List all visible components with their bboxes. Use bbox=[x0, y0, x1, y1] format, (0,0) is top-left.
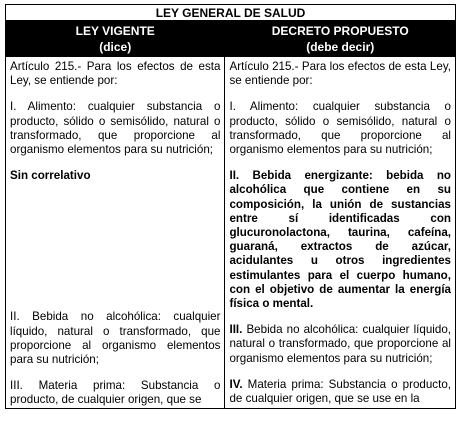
left-header-subtitle: (dice) bbox=[99, 40, 132, 54]
item-text-iii: Bebida no alcohólica: cualquier líquido, natural o transformado, que proporcione al organismo elementos para su nutrición; bbox=[229, 323, 451, 365]
proposed-item-materia-prima bbox=[229, 378, 451, 406]
left-header-title: LEY VIGENTE bbox=[75, 24, 155, 38]
table-header-row bbox=[6, 21, 456, 57]
item-number-iv: IV. bbox=[229, 377, 243, 391]
proposed-item-bebida-energizante: II. Bebida energizante: bebida no alcohólica que contiene en su composición, la unión de sustancias entre sí identificadas con glucuronolactona, taurina, cafeína, guaraná, extractos de azúcar, acidulantes u otros ingredientes estimulantes para el cuerpo humano, con el objetivo de aumentar la energía física o mental. bbox=[229, 169, 451, 311]
right-header-subtitle: (debe decir) bbox=[306, 40, 375, 54]
current-article-intro: Artículo 215.- Para los efectos de esta Ley, se entiende por: bbox=[10, 60, 221, 88]
proposed-article-intro: Artículo 215.- Para los efectos de esta Ley, se entiende por: bbox=[229, 60, 451, 88]
left-column-header bbox=[6, 21, 225, 57]
proposed-item-alimento: I. Alimento: cualquier substancia o producto, sólido o semisólido, natural o transformado, que proporcione al organismo elementos para su nutrición; bbox=[229, 100, 451, 157]
table-title-row bbox=[6, 5, 456, 21]
item-text-iv: Materia prima: Substancia o producto, de cualquier origen, que se use en la bbox=[229, 377, 451, 406]
right-column-header bbox=[225, 21, 456, 57]
no-correlative-label: Sin correlativo bbox=[10, 169, 91, 183]
right-header-title: DECRETO PROPUESTO bbox=[271, 24, 409, 38]
current-item-alimento: I. Alimento: cualquier substancia o producto, sólido o semisólido, natural o transformado, que proporcione al organismo elementos para su nutrición; bbox=[10, 100, 221, 157]
current-item-materia-prima: III. Materia prima: Substancia o producto, de cualquier origen, que se bbox=[10, 379, 221, 407]
current-law-column bbox=[6, 57, 225, 409]
law-comparison-table bbox=[5, 4, 456, 409]
table-title: LEY GENERAL DE SALUD bbox=[6, 5, 456, 21]
table-body-row bbox=[6, 57, 456, 409]
proposed-item-bebida-no-alcoholica bbox=[229, 323, 451, 366]
proposed-decree-column bbox=[225, 57, 456, 409]
current-item-bebida-no-alcoholica: II. Bebida no alcohólica: cualquier líquido, natural o transformado, que proporcione al organismo elementos para su nutrición; bbox=[10, 310, 221, 367]
item-number-iii: III. bbox=[229, 323, 243, 337]
